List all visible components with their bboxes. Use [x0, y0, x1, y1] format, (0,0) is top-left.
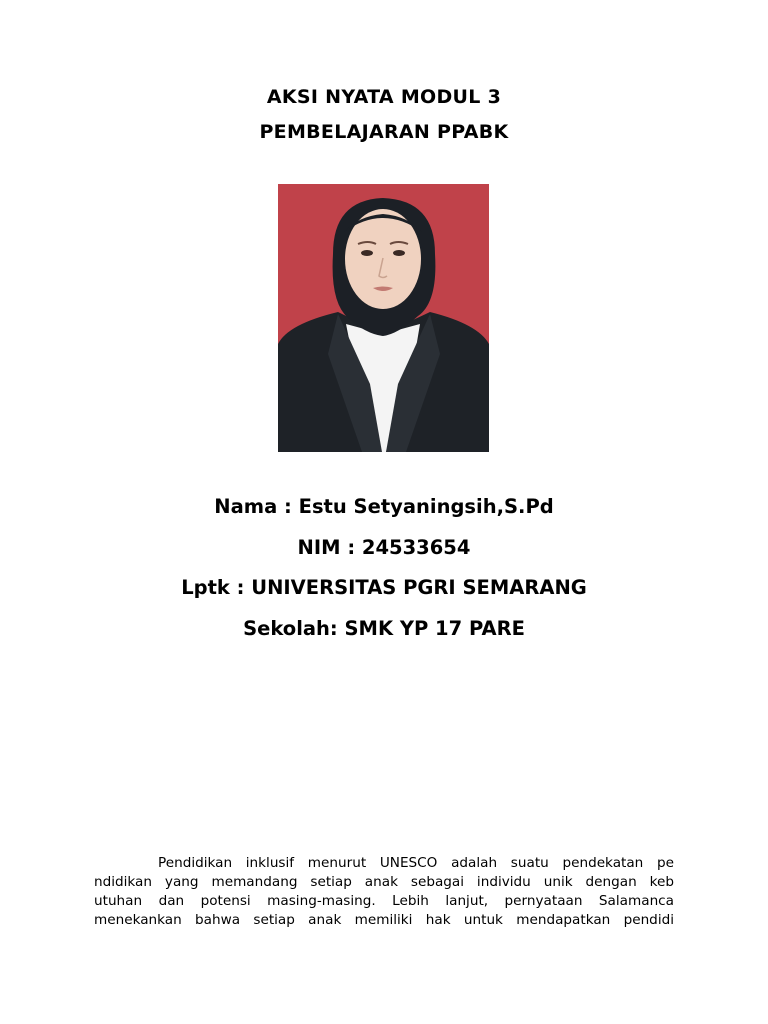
identity-school: Sekolah: SMK YP 17 PARE — [243, 617, 525, 640]
identity-lptk: Lptk : UNIVERSITAS PGRI SEMARANG — [181, 576, 587, 599]
profile-photo — [278, 184, 489, 452]
body-paragraph — [94, 854, 674, 930]
identity-nim: NIM : 24533654 — [297, 536, 471, 559]
identity-name: Nama : Estu Setyaningsih,S.Pd — [214, 495, 554, 518]
left-eye — [361, 250, 373, 256]
portrait-illustration — [278, 184, 489, 452]
document-title: AKSI NYATA MODUL 3 — [266, 86, 502, 108]
paragraph-line: ndidikan yang memandang setiap anak sebagai individu unik dengan keb — [94, 874, 674, 890]
paragraph-line: menekankan bahwa setiap anak memiliki hak untuk mendapatkan pendidi — [94, 912, 674, 928]
document-subtitle: PEMBELAJARAN PPABK — [259, 121, 509, 143]
paragraph-line: Pendidikan inklusif menurut UNESCO adalah suatu pendekatan pe — [158, 855, 674, 871]
right-eye — [393, 250, 405, 256]
paragraph-line: utuhan dan potensi masing-masing. Lebih lanjut, pernyataan Salamanca — [94, 893, 674, 909]
